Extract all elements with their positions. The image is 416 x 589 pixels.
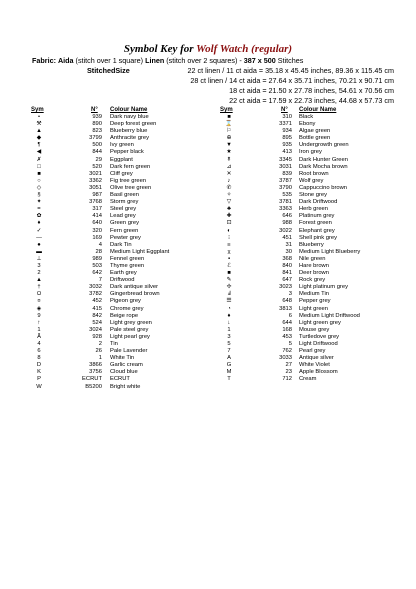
- stitch-count: 387 x 500: [243, 56, 276, 65]
- thread-number: 928: [92, 333, 102, 340]
- fabric-aida: Aida: [57, 56, 74, 65]
- colour-name: Root brown: [299, 170, 329, 177]
- colour-name: Thyme green: [110, 262, 145, 269]
- symbol-glyph: ✚: [226, 213, 232, 220]
- thread-number: 895: [282, 135, 292, 142]
- color-row: [0, 242, 416, 249]
- colour-name: Gingerbread brown: [110, 291, 160, 298]
- color-row: [0, 369, 416, 376]
- symbol-glyph: ♪: [227, 177, 231, 184]
- colour-name: Dark Driftwood: [299, 199, 338, 206]
- colour-name: Steel grey: [110, 206, 137, 213]
- stitched-size-label: [87, 66, 130, 75]
- symbol-glyph: ¶: [37, 142, 41, 149]
- colour-name: Fern green: [110, 227, 139, 234]
- thread-number: 647: [282, 277, 292, 284]
- colour-name: Turtledove grey: [299, 333, 340, 340]
- symbol-glyph: §: [37, 192, 41, 199]
- colour-name: Ivy green: [110, 142, 134, 149]
- colour-name: Platinum grey: [299, 213, 335, 220]
- symbol-glyph: 1: [227, 326, 231, 333]
- colour-name: Olive tree green: [110, 184, 152, 191]
- thread-number: 453: [282, 333, 292, 340]
- symbol-glyph: ✕: [226, 170, 232, 177]
- symbol-glyph: ▬: [36, 248, 42, 255]
- symbol-glyph: □: [37, 163, 41, 170]
- colour-name: Driftwood: [110, 277, 135, 284]
- color-row: [0, 277, 416, 284]
- symbol-glyph: ↟: [226, 156, 232, 163]
- color-row: [0, 220, 416, 227]
- size-line-3: 18 ct aida = 21.50 x 27.78 inches, 54.61 x 70.56 cm: [229, 86, 394, 95]
- pattern-name: Wolf Watch (regular): [196, 43, 293, 55]
- color-row: [0, 114, 416, 121]
- color-row: [0, 142, 416, 149]
- thread-number: 988: [282, 220, 292, 227]
- symbol-glyph: —: [36, 234, 42, 241]
- colour-name: White Violet: [299, 362, 330, 369]
- colour-name: Dark Tin: [110, 241, 132, 248]
- color-row: [0, 256, 416, 263]
- thread-number: B5200: [85, 383, 102, 390]
- symbol-glyph: †: [37, 284, 41, 291]
- colour-name: Dark antique silver: [110, 284, 159, 291]
- thread-number: 762: [282, 348, 292, 355]
- fabric-aida-note: (stitch over 1 square): [75, 56, 144, 65]
- thread-number: 368: [282, 255, 292, 262]
- colour-name: Dark fern green: [110, 163, 151, 170]
- colour-name: Herb green: [299, 206, 329, 213]
- colour-name: Pearl grey: [299, 348, 326, 355]
- colour-name: Bottle green: [299, 135, 331, 142]
- colour-name: Fennel green: [110, 255, 145, 262]
- symbol-glyph: ▲: [36, 277, 42, 284]
- right-name-header: Colour Name: [299, 107, 337, 113]
- colour-name: Deep forest green: [110, 121, 157, 128]
- colour-name: Forest green: [299, 220, 332, 227]
- colour-name: Pale steel grey: [110, 326, 149, 333]
- colour-name: Cappuccino brown: [299, 184, 348, 191]
- symbol-glyph: 5: [227, 341, 231, 347]
- color-row: [0, 171, 416, 178]
- color-row: [0, 164, 416, 171]
- colour-name: Tin: [110, 341, 118, 347]
- thread-number: 646: [282, 213, 292, 220]
- symbol-glyph: •: [37, 114, 41, 120]
- colour-name: Nile green: [299, 255, 326, 262]
- colour-name: Basil green: [110, 192, 140, 199]
- symbol-glyph: ◇: [36, 184, 42, 191]
- colour-name: Apple Blossom: [299, 369, 338, 376]
- left-num-header: N°: [91, 107, 98, 113]
- thread-number: 535: [282, 192, 292, 199]
- color-row: [0, 348, 416, 355]
- thread-number: 26: [95, 348, 102, 355]
- size-line-1: 22 ct linen / 11 ct aida = 35.18 x 45.45 inches, 89.36 x 115.45 cm: [187, 66, 394, 75]
- symbol-glyph: ☰: [226, 298, 232, 305]
- thread-number: 3781: [279, 199, 292, 206]
- colour-name: Light pearl grey: [110, 333, 150, 340]
- symbol-glyph: W: [36, 383, 42, 390]
- color-row: [0, 135, 416, 142]
- symbol-glyph: ✆: [226, 184, 232, 191]
- colour-name: Garlic cream: [110, 362, 143, 369]
- color-row: [0, 284, 416, 291]
- colour-name: Antique silver: [299, 355, 334, 362]
- symbol-glyph: ⚐: [226, 128, 232, 135]
- thread-number: 844: [92, 149, 102, 156]
- thread-number: 3768: [89, 199, 102, 206]
- colour-name: Black: [299, 114, 314, 120]
- thread-number: 524: [92, 319, 102, 326]
- thread-number: 939: [92, 114, 102, 120]
- symbol-glyph: ◈: [36, 305, 42, 312]
- colour-name: Ebony: [299, 121, 316, 128]
- color-row: [0, 355, 416, 362]
- thread-number: 642: [92, 270, 102, 277]
- color-row: [0, 178, 416, 185]
- thread-number: 415: [92, 305, 102, 312]
- thread-number: 29: [95, 156, 102, 163]
- symbol-glyph: ◐: [227, 227, 231, 234]
- symbol-glyph: ♣: [227, 206, 231, 213]
- colour-name: Pale Lavender: [110, 348, 148, 355]
- thread-number: 1: [98, 355, 102, 362]
- color-row: [0, 213, 416, 220]
- colour-name: Medium Light Driftwood: [299, 312, 360, 319]
- colour-name: Blueberry: [299, 241, 324, 248]
- color-row: [0, 206, 416, 213]
- thread-number: 644: [282, 319, 292, 326]
- color-row: [0, 327, 416, 334]
- symbol-glyph: ♦: [227, 312, 231, 319]
- colour-name: Hare brown: [299, 262, 329, 269]
- fabric-label: Fabric:: [32, 56, 56, 65]
- color-row: [0, 249, 416, 256]
- color-row: [0, 362, 416, 369]
- symbol-glyph: ⚒: [36, 121, 42, 128]
- thread-number: 3363: [279, 206, 292, 213]
- color-row: [0, 228, 416, 235]
- colour-name: Elephant grey: [299, 227, 335, 234]
- symbol-glyph: ▼: [226, 142, 232, 149]
- thread-number: 3787: [279, 177, 292, 184]
- thread-number: 500: [92, 142, 102, 149]
- thread-number: 989: [92, 255, 102, 262]
- symbol-glyph: ✧: [226, 192, 232, 199]
- symbol-glyph: P: [37, 376, 41, 383]
- thread-number: 3022: [279, 227, 292, 234]
- thread-number: 3021: [89, 170, 102, 177]
- symbol-glyph: ▽: [226, 199, 232, 206]
- thread-number: 3033: [279, 355, 292, 362]
- thread-number: 3371: [279, 121, 292, 128]
- symbol-glyph: M: [226, 369, 232, 376]
- thread-number: 31: [285, 241, 292, 248]
- symbol-glyph: ⌛: [225, 121, 233, 128]
- thread-number: 648: [282, 298, 292, 305]
- symbol-glyph: ♦: [37, 220, 41, 227]
- color-row: [0, 235, 416, 242]
- thread-number: 317: [92, 206, 102, 213]
- colour-name: Medium Tin: [299, 291, 329, 298]
- color-row: [0, 320, 416, 327]
- symbol-glyph: ℰ: [227, 262, 231, 269]
- symbol-glyph: ⊥: [36, 255, 42, 262]
- color-row: [0, 306, 416, 313]
- symbol-glyph: G: [226, 362, 232, 369]
- thread-number: 842: [92, 312, 102, 319]
- thread-number: 7: [98, 277, 102, 284]
- colour-name: Eggplant: [110, 156, 133, 163]
- thread-number: 839: [282, 170, 292, 177]
- thread-number: 3813: [279, 305, 292, 312]
- colour-name: ECRUT: [110, 376, 130, 383]
- colour-name: Wolf grey: [299, 177, 324, 184]
- symbol-glyph: 4: [37, 341, 41, 347]
- symbol-glyph: =: [37, 206, 41, 213]
- symbol-glyph: 1: [37, 326, 41, 333]
- symbol-glyph: 7: [227, 348, 231, 355]
- colour-name: Blueberry blue: [110, 128, 148, 135]
- symbol-glyph: ≡: [227, 241, 231, 248]
- thread-number: 413: [282, 149, 292, 156]
- symbol-glyph: 3: [37, 262, 41, 269]
- thread-number: 2: [98, 341, 102, 347]
- thread-number: 27: [285, 362, 292, 369]
- thread-number: ECRUT: [82, 376, 102, 383]
- fabric-linen-note: (stitch over 2 squares) -: [166, 56, 242, 65]
- colour-name: Algae green: [299, 128, 331, 135]
- symbol-glyph: ■: [227, 114, 231, 120]
- symbol-glyph: ●: [37, 241, 41, 248]
- thread-number: 3362: [89, 177, 102, 184]
- thread-number: 712: [282, 376, 292, 383]
- symbol-glyph: ★: [226, 149, 232, 156]
- thread-number: 6: [288, 312, 292, 319]
- fabric-linen: Linen: [145, 56, 165, 65]
- color-row: [0, 376, 416, 383]
- left-sym-header: Sym: [31, 107, 44, 113]
- thread-number: 169: [92, 234, 102, 241]
- thread-number: 28: [95, 248, 102, 255]
- thread-number: 3756: [89, 369, 102, 376]
- thread-number: 3866: [89, 362, 102, 369]
- colour-name: Deer brown: [299, 270, 329, 277]
- color-row: [0, 157, 416, 164]
- thread-number: 503: [92, 262, 102, 269]
- colour-name: Light platinum grey: [299, 284, 348, 291]
- color-row: [0, 263, 416, 270]
- colour-name: Medium Light Eggplant: [110, 248, 170, 255]
- colour-name: Pewter grey: [110, 234, 141, 241]
- color-row: [0, 270, 416, 277]
- symbol-glyph: 3: [227, 333, 231, 340]
- colour-name: Shell pink grey: [299, 234, 338, 241]
- symbol-glyph: ■: [37, 170, 41, 177]
- symbol-glyph: A: [227, 355, 231, 362]
- colour-name: Bright white: [110, 383, 141, 390]
- symbol-glyph: χ: [227, 248, 231, 255]
- symbol-glyph: ○: [37, 177, 41, 184]
- symbol-glyph: ✦: [36, 199, 42, 206]
- thread-number: 4: [98, 241, 102, 248]
- color-row: [0, 313, 416, 320]
- colour-name: Dark navy blue: [110, 114, 149, 120]
- colour-name: Earth grey: [110, 270, 137, 277]
- symbol-glyph: Ã: [37, 333, 41, 340]
- colour-name: Pigeon grey: [110, 298, 141, 305]
- thread-number: 640: [92, 220, 102, 227]
- symbol-glyph: ◆: [36, 135, 42, 142]
- symbol-glyph: ↓: [227, 319, 231, 326]
- color-row: [0, 199, 416, 206]
- symbol-glyph: D: [36, 362, 42, 369]
- colour-name: Cream: [299, 376, 317, 383]
- thread-number: 935: [282, 142, 292, 149]
- thread-number: 987: [92, 192, 102, 199]
- color-row: [0, 291, 416, 298]
- thread-number: 3051: [89, 184, 102, 191]
- stitch-count-label: Stitches: [277, 56, 304, 65]
- thread-number: 452: [92, 298, 102, 305]
- thread-number: 3799: [89, 135, 102, 142]
- symbol-glyph: 6: [37, 348, 41, 355]
- thread-number: 934: [282, 128, 292, 135]
- colour-name: Fig tree green: [110, 177, 147, 184]
- colour-name: Beige rope: [110, 312, 139, 319]
- symbol-glyph: K: [37, 369, 41, 376]
- colour-name: Dark Hunter Green: [299, 156, 348, 163]
- colour-name: Iron grey: [299, 149, 322, 156]
- colour-name: Cloud blue: [110, 369, 138, 376]
- colour-name: Rock grey: [299, 277, 326, 284]
- colour-name: Pepper grey: [299, 298, 331, 305]
- colour-name: Chrome grey: [110, 305, 144, 312]
- thread-number: 320: [92, 227, 102, 234]
- colour-name: Cliff grey: [110, 170, 133, 177]
- symbol-glyph: ✢: [226, 284, 232, 291]
- symbol-glyph: ✓: [36, 227, 42, 234]
- thread-number: 3782: [89, 291, 102, 298]
- colour-name: Light grey green: [110, 319, 152, 326]
- symbol-glyph: 2: [37, 270, 41, 277]
- thread-number: 840: [282, 262, 292, 269]
- symbol-glyph: ▪: [227, 255, 231, 262]
- color-row: [0, 298, 416, 305]
- color-row: [0, 149, 416, 156]
- color-row: [0, 384, 208, 391]
- thread-number: 3345: [279, 156, 292, 163]
- thread-number: 3023: [279, 284, 292, 291]
- size-line-4: 22 ct aida = 17.59 x 22.73 inches, 44.68 x 57.73 cm: [229, 96, 394, 105]
- colour-name: Dark Mocha brown: [299, 163, 348, 170]
- symbol-glyph: ↑: [37, 319, 41, 326]
- symbol-glyph: ■: [227, 270, 231, 277]
- symbol-glyph: Ⅎ: [227, 291, 231, 298]
- thread-number: 3790: [279, 184, 292, 191]
- thread-number: 414: [92, 213, 102, 220]
- fabric-line: [32, 56, 303, 65]
- thread-number: 3031: [279, 163, 292, 170]
- thread-number: 3024: [89, 326, 102, 333]
- symbol-glyph: 9: [37, 312, 41, 319]
- colour-name: Undergrowth green: [299, 142, 349, 149]
- thread-number: 520: [92, 163, 102, 170]
- colour-name: Storm grey: [110, 199, 139, 206]
- left-name-header: Colour Name: [110, 107, 148, 113]
- color-row: [0, 334, 416, 341]
- stitched-size-label-text: StitchedSize: [87, 66, 130, 75]
- color-row: [0, 341, 416, 348]
- thread-number: 841: [282, 270, 292, 277]
- symbol-glyph: ⊕: [226, 135, 232, 142]
- right-sym-header: Sym: [220, 107, 233, 113]
- thread-number: 310: [282, 114, 292, 120]
- color-row: [0, 121, 416, 128]
- colour-name: Medium Light Blueberry: [299, 248, 361, 255]
- thread-number: 451: [282, 234, 292, 241]
- symbol-glyph: ✿: [36, 213, 42, 220]
- color-row: [0, 128, 416, 135]
- colour-name: Lead grey: [110, 213, 136, 220]
- symbol-glyph: ◀: [36, 149, 42, 156]
- colour-name: White Tin: [110, 355, 135, 362]
- color-row: [0, 185, 416, 192]
- thread-number: 23: [285, 369, 292, 376]
- symbol-glyph: T: [227, 376, 231, 383]
- symbol-glyph: ✎: [226, 277, 232, 284]
- right-color-list: [0, 114, 416, 384]
- colour-name: Green grey: [110, 220, 139, 227]
- symbol-glyph: ⊿: [226, 163, 232, 170]
- colour-name: Light green: [299, 305, 329, 312]
- right-num-header: N°: [281, 107, 288, 113]
- symbol-glyph: 8: [37, 355, 41, 362]
- colour-name: Anthracite grey: [110, 135, 149, 142]
- colour-name: Pepper black: [110, 149, 144, 156]
- colour-name: Light green grey: [299, 319, 341, 326]
- color-row: [0, 192, 416, 199]
- colour-name: Light Driftwood: [299, 341, 338, 347]
- thread-number: 3032: [89, 284, 102, 291]
- thread-number: 168: [282, 326, 292, 333]
- colour-name: Mouse grey: [299, 326, 330, 333]
- thread-number: 890: [92, 121, 102, 128]
- document-title: [0, 43, 416, 55]
- thread-number: 3: [288, 291, 292, 298]
- symbol-glyph: ▲: [36, 128, 42, 135]
- symbol-glyph: ⁝: [228, 234, 230, 241]
- symbol-glyph: ¤: [37, 298, 41, 305]
- title-prefix: Symbol Key for: [123, 43, 194, 55]
- thread-number: 30: [285, 248, 292, 255]
- thread-number: 5: [288, 341, 292, 347]
- symbol-glyph: ✗: [36, 156, 42, 163]
- size-line-2: 28 ct linen / 14 ct aida = 27.64 x 35.71 inches, 70.21 x 90.71 cm: [190, 76, 394, 85]
- thread-number: 823: [92, 128, 102, 135]
- symbol-glyph: Ω: [36, 291, 42, 298]
- symbol-glyph: ◔: [227, 305, 231, 312]
- colour-name: Stone grey: [299, 192, 328, 199]
- symbol-glyph: ⊡: [226, 220, 232, 227]
